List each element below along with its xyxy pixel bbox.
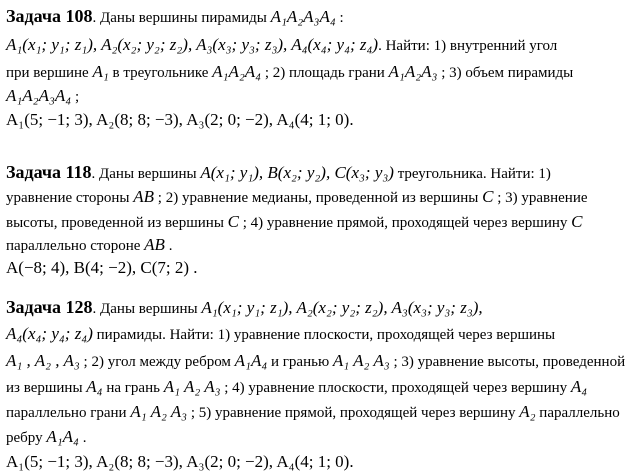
problem-1-line-4 [6, 86, 636, 107]
text-segment: ; 2) уравнение медианы, проведенной из вершины [154, 190, 483, 206]
math-expression: A₁(x₁; y₁; z₁), A₂(x₂; y₂; z₂), A₃(x₃; y₃; z₃), A₄(x₄; y₄; z₄) [6, 35, 379, 54]
text-segment: ; 3) объем пирамиды [437, 65, 574, 81]
text-segment: уравнение стороны [6, 190, 134, 206]
math-expression: A₁A₂A₃ [388, 62, 438, 81]
problem-3-line-7 [6, 452, 636, 473]
math-expression: C [571, 212, 583, 231]
problem-3-line-2 [6, 324, 636, 345]
math-expression: A₂ [519, 402, 536, 421]
problem-2-line-5 [6, 258, 636, 279]
text-segment: ; 2) площадь грани [261, 65, 389, 81]
problem-3-line-5 [6, 402, 636, 423]
text-segment: . Даны вершины [92, 301, 202, 317]
problem-2-line-2 [6, 187, 636, 208]
problem-2-line-4 [6, 235, 636, 256]
text-segment: : [335, 10, 344, 26]
problem-3-line-6 [6, 427, 636, 448]
problem-1-line-1 [6, 6, 636, 28]
text-segment: и гранью [267, 354, 333, 370]
text-segment: ; 2) угол между ребром [79, 354, 235, 370]
math-expression: A₁(x₁; y₁; z₁), A₂(x₂; y₂; z₂), A₃(x₃; y₃; z₃), [201, 298, 483, 317]
math-expression: A(x₁; y₁), B(x₂; y₂), C(x₃; y₃) [200, 163, 394, 182]
math-expression: C [227, 212, 239, 231]
problem-3-line-3 [6, 351, 636, 372]
math-expression: A₁ , A₂ , A₃ [6, 351, 80, 370]
text-segment: на грань [102, 380, 164, 396]
problem-title: Задача 108 [6, 6, 93, 26]
math-expression: A₄(x₄; y₄; z₄) [6, 324, 93, 343]
text-segment: ; 3) уравнение [493, 190, 588, 206]
math-expression: A₄ [86, 377, 103, 396]
math-expression: A₁ A₂ A₃ [130, 402, 188, 421]
text-segment: параллельно [535, 405, 620, 421]
math-expression: AB [144, 235, 165, 254]
text-segment: высоты, проведенной из вершины [6, 215, 228, 231]
math-expression: A₁(5; −1; 3), A₂(8; 8; −3), A₃(2; 0; −2), A₄(4; 1; 0). [6, 452, 354, 471]
math-expression: C [482, 187, 494, 206]
math-expression: A(−8; 4), B(4; −2), C(7; 2) . [6, 258, 198, 277]
text-segment: параллельно стороне [6, 238, 145, 254]
problem-1-line-3 [6, 62, 636, 83]
problem-2-line-1 [6, 162, 636, 184]
text-segment: ; 5) уравнение прямой, проходящей через вершину [187, 405, 520, 421]
text-segment: ребру [6, 430, 47, 446]
math-expression: AB [133, 187, 155, 206]
text-segment: параллельно грани [6, 405, 131, 421]
problem-1-line-2 [6, 35, 636, 56]
math-expression: A₁A₂A₃A₄ [6, 86, 72, 105]
math-expression: A₄ [570, 377, 588, 396]
problem-1-line-5 [6, 110, 636, 131]
text-segment: пирамиды. Найти: 1) уравнение плоскости, проходящей через вершины [92, 327, 556, 343]
text-segment: треугольника. Найти: 1) [393, 166, 551, 182]
math-expression: A₁A₄ [234, 351, 268, 370]
text-segment: ; 4) уравнение прямой, проходящей через вершину [239, 215, 572, 231]
problem-title: Задача 128 [6, 297, 93, 317]
text-segment: ; [71, 89, 80, 105]
text-segment: . [78, 430, 87, 446]
problem-2-line-3 [6, 212, 636, 233]
math-expression: A₁A₂A₄ [212, 62, 262, 81]
math-expression: A₁A₄ [46, 427, 79, 446]
problem-title: Задача 118 [6, 162, 92, 182]
math-expression: A₁ A₂ A₃ [332, 351, 390, 370]
text-segment: ; 3) уравнение высоты, проведенной [389, 354, 626, 370]
text-segment: . [164, 238, 173, 254]
math-expression: A₁ [92, 62, 109, 81]
text-segment: из вершины [6, 380, 87, 396]
text-segment: . Даны вершины [91, 166, 201, 182]
problem-3-line-4 [6, 377, 636, 398]
math-expression: A₁A₂A₃A₄ [270, 7, 336, 26]
text-segment: . Даны вершины пирамиды [92, 10, 271, 26]
math-expression: A₁ A₂ A₃ [163, 377, 221, 396]
text-segment: . Найти: 1) внутренний угол [378, 38, 558, 54]
math-expression: A₁(5; −1; 3), A₂(8; 8; −3), A₃(2; 0; −2), A₄(4; 1; 0). [6, 110, 354, 129]
text-segment: ; 4) уравнение плоскости, проходящей через вершину [220, 380, 571, 396]
text-segment: при вершине [6, 65, 93, 81]
problem-3-line-1 [6, 297, 636, 319]
text-segment: в треугольнике [108, 65, 213, 81]
